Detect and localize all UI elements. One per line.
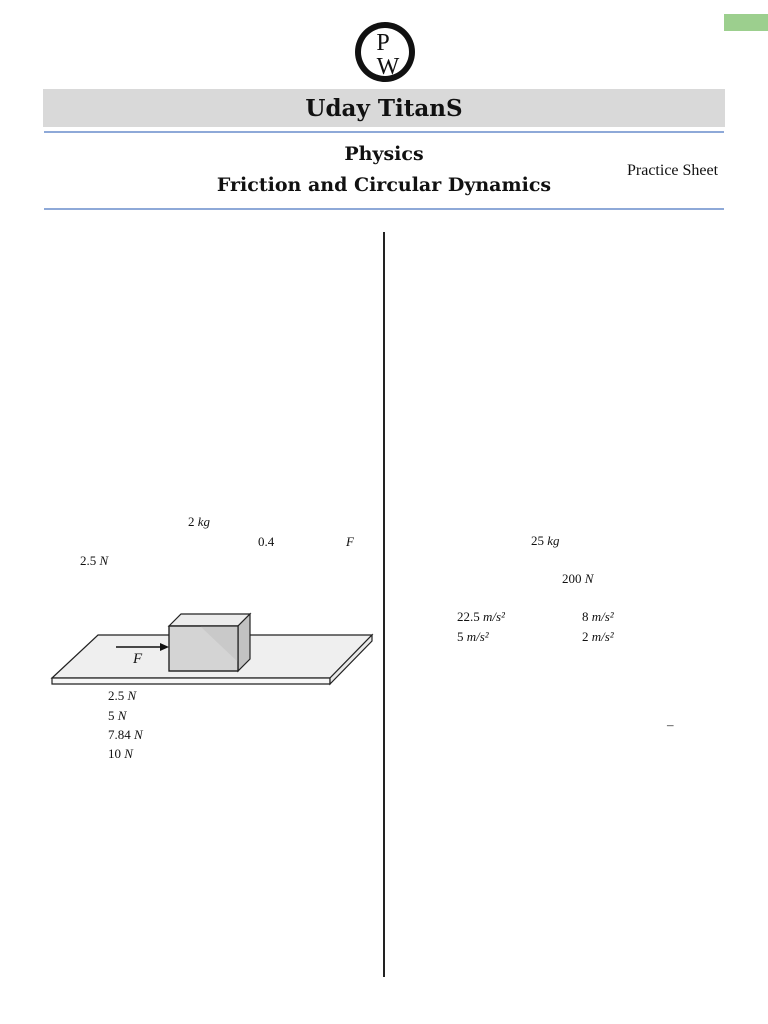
given-force: 2.5 N (80, 553, 109, 568)
practice-sheet-label: Practice Sheet (627, 162, 719, 179)
svg-text:W: W (376, 54, 400, 80)
force-symbol: F (346, 534, 354, 549)
diagram-force-label: F (133, 651, 143, 667)
header-rule-top (44, 131, 724, 133)
column-divider (383, 232, 385, 977)
mass-value-right: 25 kg (531, 533, 560, 548)
subject-heading: Physics (344, 143, 424, 165)
page-title: Uday TitanS (305, 94, 463, 122)
title-bar (43, 89, 725, 127)
stray-mark: – (667, 717, 674, 732)
topic-heading: Friction and Circular Dynamics (216, 174, 552, 196)
mass-value: 2 kg (188, 514, 211, 529)
option-d-right: 2 m/s² (582, 629, 614, 644)
applied-force: 200 N (562, 571, 594, 586)
header-rule-bottom (44, 208, 724, 210)
option-c: 7.84 N (108, 727, 143, 742)
corner-tag (724, 14, 768, 31)
block-on-surface-diagram (50, 612, 375, 687)
option-b: 5 N (108, 708, 127, 723)
option-a-right: 22.5 m/s² (457, 609, 505, 624)
option-c-right: 5 m/s² (457, 629, 489, 644)
option-d: 10 N (108, 746, 133, 761)
friction-coefficient: 0.4 (258, 534, 275, 549)
option-b-right: 8 m/s² (582, 609, 614, 624)
svg-text:P: P (376, 30, 390, 56)
pw-logo-icon (354, 20, 416, 84)
option-a: 2.5 N (108, 688, 137, 703)
